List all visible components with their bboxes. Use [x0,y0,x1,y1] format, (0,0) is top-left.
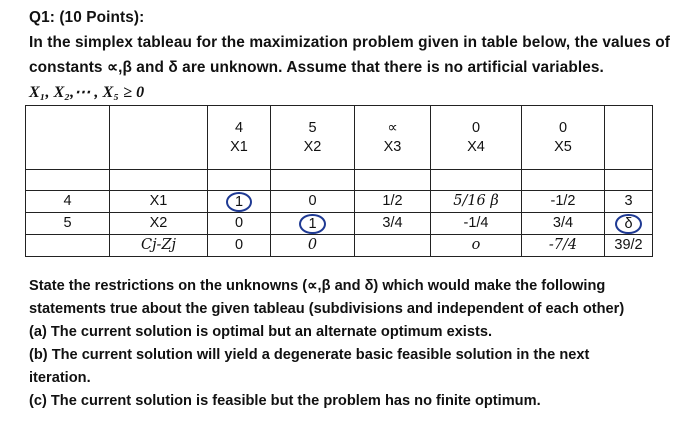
cell-x4: 5/16 β [431,191,522,213]
basis-variable: X2 [110,213,208,235]
cb-value [26,235,110,257]
cell-x2 [271,213,355,235]
cell-x1: 0 [208,213,271,235]
tableau-spacer-row [26,170,653,191]
simplex-tableau [25,105,653,257]
cell-rhs: 39/2 [605,235,653,257]
instructions-block [29,275,624,413]
tableau-row-x1 [26,191,653,213]
part-b-line-2: iteration. [29,370,91,386]
header-cell-blank-rhs [605,106,653,170]
header-cell-blank-cb [26,106,110,170]
circled-delta: δ [615,214,641,234]
question-intro-line-2: constants ∝,β and δ are unknown. Assume that there is no artificial variables. [29,59,604,76]
cell-x3: 1/2 [355,191,431,213]
cell-x5: 3/4 [522,213,605,235]
header-cell-x3: ∝ X3 [355,106,431,170]
header-cell-x5: 0 X5 [522,106,605,170]
cell-x5: -1/2 [522,191,605,213]
basis-variable: X1 [110,191,208,213]
tableau-header-row [26,106,653,170]
tableau-row-x2 [26,213,653,235]
cell-x5: -7/4 [522,235,605,257]
header-cell-x1: 4 X1 [208,106,271,170]
part-b-line-1: (b) The current solution will yield a degenerate basic feasible solution in the next [29,347,590,363]
cj-zj-label: Cj-Zj [110,235,208,257]
cell-x3 [355,235,431,257]
cell-x4: o [431,235,522,257]
circled-pivot-value: 1 [299,214,325,234]
question-intro-line-1: In the simplex tableau for the maximization problem given in table below, the values of [29,34,670,51]
nonnegativity-constraint: X₁, X₂,⋯ , X₅ ≥ 0 [29,84,145,101]
instructions-line-2: statements true about the given tableau (subdivisions and independent of each other) [29,301,625,317]
circled-pivot-value: 1 [226,192,252,212]
cell-x4: -1/4 [431,213,522,235]
part-c: (c) The current solution is feasible but the problem has no finite optimum. [29,393,541,409]
cell-rhs [605,213,653,235]
cb-value: 4 [26,191,110,213]
instructions-line-1: State the restrictions on the unknowns (∝,β and δ) which would make the following [29,278,606,294]
tableau-row-cj-zj [26,235,653,257]
cb-value: 5 [26,213,110,235]
header-cell-x2: 5 X2 [271,106,355,170]
cell-x3: 3/4 [355,213,431,235]
cell-x1: 0 [208,235,271,257]
part-a: (a) The current solution is optimal but an alternate optimum exists. [29,324,493,340]
question-title: Q1: (10 Points): [29,9,145,26]
cell-x2: 0 [271,235,355,257]
cell-x2: 0 [271,191,355,213]
header-cell-x4: 0 X4 [431,106,522,170]
cell-rhs: 3 [605,191,653,213]
header-cell-blank-basis [110,106,208,170]
cell-x1 [208,191,271,213]
